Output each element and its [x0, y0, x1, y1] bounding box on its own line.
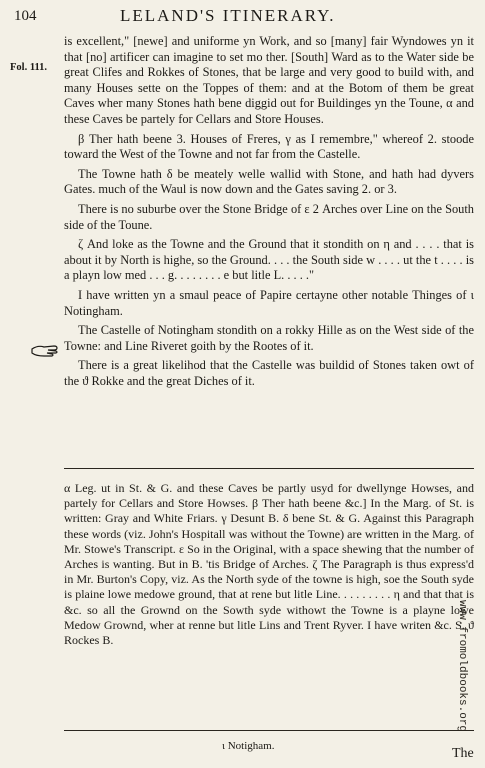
running-title: LELAND'S ITINERARY.: [120, 6, 336, 25]
footnote-text: α Leg. ut in St. & G. and these Caves be partly usyd for dwellynge Howses, and partely for Cellars and Store Howses. β Ther hath beene &c.] In the Marg. of St. is written: Gray and White Friars. γ Desunt B. δ bene St. & G. Against this Paragraph these words (viz. John's Hospitall was without the Towne) are written in the Marg. of Mr. Stowe's Transcript. ε So in the Original, with a space shewing that the number of Arches is wanting. But in B. 'tis Bridge of Arches. ζ The Paragraph is thus express'd in Mr. Burton's Copy, viz. As the North syde of the towne is high, soe the South syde is plaine lowe medowe ground, that at rene but litle Line. . . . . . . . . η and that that is &c. so all the Grownd on the Sowth syde withowt the Towne is a playne lowe Medow Grownd, wher at renne but litle Lins and Trent Ryver. I have writen &c. S. ϑ Rockes B.: [64, 481, 474, 648]
footnotes: [64, 481, 474, 648]
main-text: [64, 34, 474, 393]
catchword: The: [452, 746, 474, 761]
paragraph: is excellent," [newe] and uniforme yn Work, and so [many] fair Wyndowes yn it that [no] artificer can imagine to set mo ther. [South] Ward as to the Water side be great Clifes and Rokkes of Stones, that be large and very good to build with, and many Houses sette on the Toppes of them: and at the Botom of them be great Caves wher many Stones hath bene diggid out for Buildinges yn the Toune, α and these Caves be partely for Cellars and Store Houses.: [64, 34, 474, 126]
paragraph: The Castelle of Notingham stondith on a rokky Hille as on the West side of the Towne: and Line Riveret goith by the Rootes of it.: [64, 323, 474, 353]
paragraph: β Ther hath beene 3. Houses of Freres, γ as I remembre," whereof 2. stoode toward the West of the Towne and not far from the Castelle.: [64, 131, 474, 162]
pointing-hand-icon: [30, 340, 64, 360]
margin-note: Fol. 111.: [10, 62, 48, 73]
paragraph: There is no suburbe over the Stone Bridge of ε 2 Arches over Line on the South side of the Toune.: [64, 201, 474, 232]
bottom-separator: [64, 730, 474, 731]
watermark: [454, 600, 474, 760]
bottom-note: ι Notigham.: [222, 740, 275, 752]
footnote-separator: [64, 468, 474, 469]
paragraph: I have written yn a smaul peace of Papire certayne other notable Thinges of ι Notingham.: [64, 287, 474, 318]
paragraph: ζ And loke as the Towne and the Ground that it stondith on η and . . . . that is about it by North is highe, so the Ground. . . . the South side w . . . . ut the t . . . . is a playn low med . . . g. . . . . . . . e but litle L. . . . .": [64, 237, 474, 283]
watermark-text: www.fromoldbooks.org: [456, 600, 468, 733]
paragraph: The Towne hath δ be meately welle wallid with Stone, and hath had dyvers Gates. much of the Waul is now down and the Gates saving 2. or 3.: [64, 166, 474, 197]
page-number: 104: [14, 8, 37, 24]
paragraph: There is a great likelihod that the Castelle was buildid of Stones taken owt of the ϑ Rokke and the great Diches of it.: [64, 358, 474, 388]
